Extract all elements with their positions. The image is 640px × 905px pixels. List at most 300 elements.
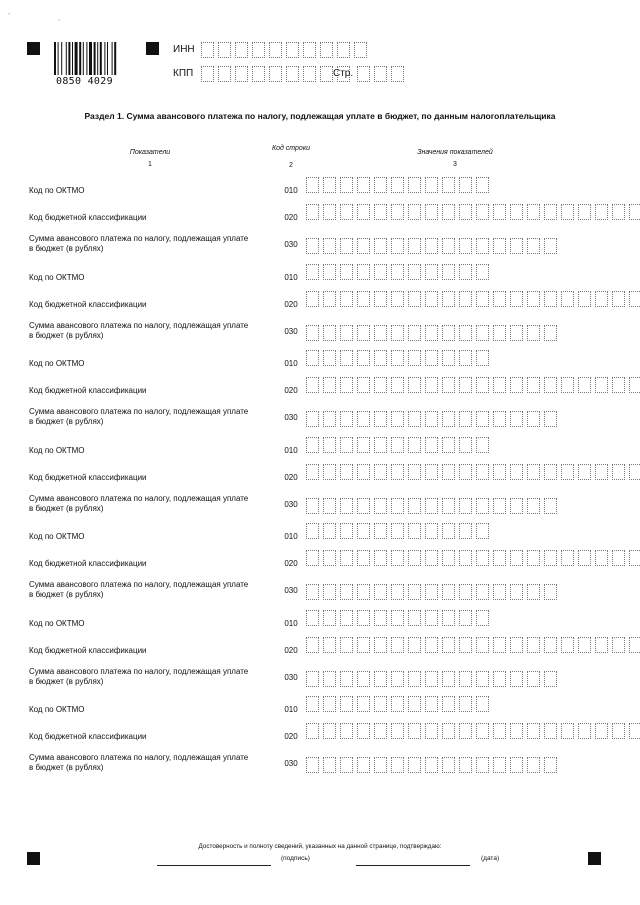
char-cell[interactable] xyxy=(286,42,299,58)
char-cell[interactable] xyxy=(323,411,336,427)
char-cell[interactable] xyxy=(544,464,557,480)
char-cell[interactable] xyxy=(493,550,506,566)
char-cell[interactable] xyxy=(578,550,591,566)
char-cell[interactable] xyxy=(493,671,506,687)
char-cell[interactable] xyxy=(595,377,608,393)
char-cell[interactable] xyxy=(544,550,557,566)
sum-input[interactable] xyxy=(306,671,561,687)
char-cell[interactable] xyxy=(612,291,625,307)
sum-input[interactable] xyxy=(306,498,561,514)
char-cell[interactable] xyxy=(510,464,523,480)
char-cell[interactable] xyxy=(425,523,438,539)
char-cell[interactable] xyxy=(306,637,319,653)
char-cell[interactable] xyxy=(476,523,489,539)
char-cell[interactable] xyxy=(425,696,438,712)
char-cell[interactable] xyxy=(408,350,421,366)
char-cell[interactable] xyxy=(527,325,540,341)
char-cell[interactable] xyxy=(527,498,540,514)
char-cell[interactable] xyxy=(476,757,489,773)
char-cell[interactable] xyxy=(442,437,455,453)
char-cell[interactable] xyxy=(459,498,472,514)
char-cell[interactable] xyxy=(425,204,438,220)
char-cell[interactable] xyxy=(235,42,248,58)
char-cell[interactable] xyxy=(493,723,506,739)
char-cell[interactable] xyxy=(459,757,472,773)
char-cell[interactable] xyxy=(459,350,472,366)
char-cell[interactable] xyxy=(544,377,557,393)
char-cell[interactable] xyxy=(476,498,489,514)
char-cell[interactable] xyxy=(425,610,438,626)
char-cell[interactable] xyxy=(323,523,336,539)
char-cell[interactable] xyxy=(527,411,540,427)
char-cell[interactable] xyxy=(408,757,421,773)
char-cell[interactable] xyxy=(337,42,350,58)
char-cell[interactable] xyxy=(391,498,404,514)
char-cell[interactable] xyxy=(442,411,455,427)
date-line[interactable] xyxy=(356,865,470,866)
char-cell[interactable] xyxy=(320,42,333,58)
char-cell[interactable] xyxy=(408,723,421,739)
char-cell[interactable] xyxy=(442,610,455,626)
char-cell[interactable] xyxy=(459,177,472,193)
char-cell[interactable] xyxy=(340,325,353,341)
char-cell[interactable] xyxy=(357,264,370,280)
kbk-input[interactable] xyxy=(306,377,640,393)
char-cell[interactable] xyxy=(442,671,455,687)
char-cell[interactable] xyxy=(357,610,370,626)
char-cell[interactable] xyxy=(544,671,557,687)
char-cell[interactable] xyxy=(442,498,455,514)
char-cell[interactable] xyxy=(306,757,319,773)
char-cell[interactable] xyxy=(323,437,336,453)
char-cell[interactable] xyxy=(544,637,557,653)
char-cell[interactable] xyxy=(510,291,523,307)
char-cell[interactable] xyxy=(374,723,387,739)
char-cell[interactable] xyxy=(544,325,557,341)
sum-input[interactable] xyxy=(306,238,561,254)
char-cell[interactable] xyxy=(320,66,333,82)
char-cell[interactable] xyxy=(323,325,336,341)
char-cell[interactable] xyxy=(578,464,591,480)
char-cell[interactable] xyxy=(391,757,404,773)
char-cell[interactable] xyxy=(527,671,540,687)
char-cell[interactable] xyxy=(612,204,625,220)
char-cell[interactable] xyxy=(340,377,353,393)
kbk-input[interactable] xyxy=(306,291,640,307)
char-cell[interactable] xyxy=(391,377,404,393)
char-cell[interactable] xyxy=(306,671,319,687)
char-cell[interactable] xyxy=(340,584,353,600)
char-cell[interactable] xyxy=(527,238,540,254)
char-cell[interactable] xyxy=(493,377,506,393)
char-cell[interactable] xyxy=(391,177,404,193)
char-cell[interactable] xyxy=(544,723,557,739)
char-cell[interactable] xyxy=(493,238,506,254)
char-cell[interactable] xyxy=(425,350,438,366)
char-cell[interactable] xyxy=(306,291,319,307)
kbk-input[interactable] xyxy=(306,637,640,653)
char-cell[interactable] xyxy=(374,177,387,193)
char-cell[interactable] xyxy=(306,464,319,480)
char-cell[interactable] xyxy=(323,671,336,687)
char-cell[interactable] xyxy=(306,723,319,739)
char-cell[interactable] xyxy=(425,238,438,254)
char-cell[interactable] xyxy=(340,177,353,193)
kbk-input[interactable] xyxy=(306,723,640,739)
char-cell[interactable] xyxy=(357,671,370,687)
char-cell[interactable] xyxy=(442,377,455,393)
char-cell[interactable] xyxy=(340,723,353,739)
char-cell[interactable] xyxy=(323,291,336,307)
char-cell[interactable] xyxy=(527,584,540,600)
char-cell[interactable] xyxy=(408,325,421,341)
char-cell[interactable] xyxy=(527,757,540,773)
char-cell[interactable] xyxy=(357,204,370,220)
oktmo-input[interactable] xyxy=(306,264,493,280)
char-cell[interactable] xyxy=(408,464,421,480)
char-cell[interactable] xyxy=(595,637,608,653)
char-cell[interactable] xyxy=(493,325,506,341)
char-cell[interactable] xyxy=(340,411,353,427)
char-cell[interactable] xyxy=(408,204,421,220)
char-cell[interactable] xyxy=(510,637,523,653)
char-cell[interactable] xyxy=(459,637,472,653)
char-cell[interactable] xyxy=(459,550,472,566)
char-cell[interactable] xyxy=(354,42,367,58)
char-cell[interactable] xyxy=(306,550,319,566)
kbk-input[interactable] xyxy=(306,550,640,566)
char-cell[interactable] xyxy=(340,238,353,254)
char-cell[interactable] xyxy=(595,550,608,566)
char-cell[interactable] xyxy=(578,723,591,739)
char-cell[interactable] xyxy=(425,723,438,739)
char-cell[interactable] xyxy=(578,637,591,653)
char-cell[interactable] xyxy=(374,325,387,341)
char-cell[interactable] xyxy=(269,66,282,82)
char-cell[interactable] xyxy=(425,498,438,514)
char-cell[interactable] xyxy=(527,204,540,220)
char-cell[interactable] xyxy=(612,464,625,480)
char-cell[interactable] xyxy=(476,584,489,600)
char-cell[interactable] xyxy=(425,264,438,280)
char-cell[interactable] xyxy=(578,377,591,393)
char-cell[interactable] xyxy=(374,66,387,82)
char-cell[interactable] xyxy=(323,238,336,254)
char-cell[interactable] xyxy=(578,291,591,307)
char-cell[interactable] xyxy=(493,637,506,653)
char-cell[interactable] xyxy=(459,723,472,739)
char-cell[interactable] xyxy=(323,610,336,626)
char-cell[interactable] xyxy=(459,264,472,280)
char-cell[interactable] xyxy=(340,437,353,453)
char-cell[interactable] xyxy=(391,464,404,480)
char-cell[interactable] xyxy=(306,177,319,193)
char-cell[interactable] xyxy=(340,757,353,773)
char-cell[interactable] xyxy=(459,696,472,712)
char-cell[interactable] xyxy=(459,291,472,307)
char-cell[interactable] xyxy=(544,204,557,220)
char-cell[interactable] xyxy=(357,325,370,341)
char-cell[interactable] xyxy=(527,291,540,307)
char-cell[interactable] xyxy=(476,671,489,687)
char-cell[interactable] xyxy=(595,204,608,220)
char-cell[interactable] xyxy=(544,498,557,514)
char-cell[interactable] xyxy=(612,550,625,566)
char-cell[interactable] xyxy=(476,550,489,566)
char-cell[interactable] xyxy=(476,464,489,480)
oktmo-input[interactable] xyxy=(306,437,493,453)
char-cell[interactable] xyxy=(340,204,353,220)
char-cell[interactable] xyxy=(595,291,608,307)
char-cell[interactable] xyxy=(425,637,438,653)
char-cell[interactable] xyxy=(493,464,506,480)
char-cell[interactable] xyxy=(510,498,523,514)
char-cell[interactable] xyxy=(374,610,387,626)
char-cell[interactable] xyxy=(459,523,472,539)
char-cell[interactable] xyxy=(391,637,404,653)
char-cell[interactable] xyxy=(425,757,438,773)
char-cell[interactable] xyxy=(306,238,319,254)
char-cell[interactable] xyxy=(306,498,319,514)
char-cell[interactable] xyxy=(544,291,557,307)
char-cell[interactable] xyxy=(306,411,319,427)
char-cell[interactable] xyxy=(391,610,404,626)
char-cell[interactable] xyxy=(442,757,455,773)
char-cell[interactable] xyxy=(323,757,336,773)
char-cell[interactable] xyxy=(476,411,489,427)
char-cell[interactable] xyxy=(408,377,421,393)
char-cell[interactable] xyxy=(629,377,640,393)
char-cell[interactable] xyxy=(459,325,472,341)
char-cell[interactable] xyxy=(374,264,387,280)
char-cell[interactable] xyxy=(442,238,455,254)
char-cell[interactable] xyxy=(527,550,540,566)
char-cell[interactable] xyxy=(408,498,421,514)
char-cell[interactable] xyxy=(459,464,472,480)
char-cell[interactable] xyxy=(218,66,231,82)
char-cell[interactable] xyxy=(459,238,472,254)
char-cell[interactable] xyxy=(629,550,640,566)
char-cell[interactable] xyxy=(442,550,455,566)
oktmo-input[interactable] xyxy=(306,177,493,193)
char-cell[interactable] xyxy=(510,377,523,393)
char-cell[interactable] xyxy=(442,696,455,712)
char-cell[interactable] xyxy=(391,696,404,712)
char-cell[interactable] xyxy=(340,671,353,687)
char-cell[interactable] xyxy=(561,377,574,393)
char-cell[interactable] xyxy=(323,204,336,220)
page-number-input[interactable] xyxy=(357,66,408,82)
char-cell[interactable] xyxy=(323,377,336,393)
char-cell[interactable] xyxy=(391,350,404,366)
char-cell[interactable] xyxy=(340,523,353,539)
char-cell[interactable] xyxy=(303,42,316,58)
char-cell[interactable] xyxy=(306,584,319,600)
char-cell[interactable] xyxy=(510,757,523,773)
char-cell[interactable] xyxy=(493,498,506,514)
oktmo-input[interactable] xyxy=(306,696,493,712)
char-cell[interactable] xyxy=(306,523,319,539)
char-cell[interactable] xyxy=(357,238,370,254)
char-cell[interactable] xyxy=(408,671,421,687)
char-cell[interactable] xyxy=(357,66,370,82)
char-cell[interactable] xyxy=(510,550,523,566)
char-cell[interactable] xyxy=(476,437,489,453)
char-cell[interactable] xyxy=(357,584,370,600)
char-cell[interactable] xyxy=(476,177,489,193)
char-cell[interactable] xyxy=(425,437,438,453)
char-cell[interactable] xyxy=(374,584,387,600)
char-cell[interactable] xyxy=(459,584,472,600)
char-cell[interactable] xyxy=(357,696,370,712)
char-cell[interactable] xyxy=(442,291,455,307)
char-cell[interactable] xyxy=(612,377,625,393)
char-cell[interactable] xyxy=(323,464,336,480)
char-cell[interactable] xyxy=(527,377,540,393)
char-cell[interactable] xyxy=(493,584,506,600)
char-cell[interactable] xyxy=(201,66,214,82)
char-cell[interactable] xyxy=(252,42,265,58)
char-cell[interactable] xyxy=(391,204,404,220)
char-cell[interactable] xyxy=(408,523,421,539)
oktmo-input[interactable] xyxy=(306,523,493,539)
char-cell[interactable] xyxy=(357,411,370,427)
char-cell[interactable] xyxy=(306,610,319,626)
char-cell[interactable] xyxy=(323,350,336,366)
char-cell[interactable] xyxy=(527,637,540,653)
char-cell[interactable] xyxy=(629,464,640,480)
char-cell[interactable] xyxy=(408,177,421,193)
char-cell[interactable] xyxy=(374,204,387,220)
char-cell[interactable] xyxy=(357,177,370,193)
char-cell[interactable] xyxy=(357,523,370,539)
char-cell[interactable] xyxy=(408,238,421,254)
char-cell[interactable] xyxy=(286,66,299,82)
char-cell[interactable] xyxy=(340,498,353,514)
char-cell[interactable] xyxy=(306,437,319,453)
char-cell[interactable] xyxy=(561,550,574,566)
char-cell[interactable] xyxy=(442,523,455,539)
char-cell[interactable] xyxy=(340,350,353,366)
char-cell[interactable] xyxy=(391,584,404,600)
char-cell[interactable] xyxy=(425,464,438,480)
char-cell[interactable] xyxy=(544,757,557,773)
char-cell[interactable] xyxy=(510,411,523,427)
char-cell[interactable] xyxy=(269,42,282,58)
char-cell[interactable] xyxy=(442,177,455,193)
char-cell[interactable] xyxy=(561,637,574,653)
char-cell[interactable] xyxy=(476,377,489,393)
oktmo-input[interactable] xyxy=(306,610,493,626)
inn-input[interactable] xyxy=(201,42,371,58)
char-cell[interactable] xyxy=(374,350,387,366)
char-cell[interactable] xyxy=(323,264,336,280)
char-cell[interactable] xyxy=(357,637,370,653)
char-cell[interactable] xyxy=(374,671,387,687)
char-cell[interactable] xyxy=(425,411,438,427)
char-cell[interactable] xyxy=(442,325,455,341)
char-cell[interactable] xyxy=(527,723,540,739)
char-cell[interactable] xyxy=(340,610,353,626)
char-cell[interactable] xyxy=(391,550,404,566)
char-cell[interactable] xyxy=(374,437,387,453)
char-cell[interactable] xyxy=(306,350,319,366)
char-cell[interactable] xyxy=(340,264,353,280)
char-cell[interactable] xyxy=(408,584,421,600)
char-cell[interactable] xyxy=(323,723,336,739)
char-cell[interactable] xyxy=(476,264,489,280)
char-cell[interactable] xyxy=(374,757,387,773)
char-cell[interactable] xyxy=(459,204,472,220)
char-cell[interactable] xyxy=(408,264,421,280)
char-cell[interactable] xyxy=(408,550,421,566)
char-cell[interactable] xyxy=(510,238,523,254)
char-cell[interactable] xyxy=(408,291,421,307)
oktmo-input[interactable] xyxy=(306,350,493,366)
char-cell[interactable] xyxy=(476,238,489,254)
char-cell[interactable] xyxy=(340,696,353,712)
char-cell[interactable] xyxy=(374,238,387,254)
char-cell[interactable] xyxy=(323,584,336,600)
char-cell[interactable] xyxy=(425,671,438,687)
char-cell[interactable] xyxy=(391,66,404,82)
char-cell[interactable] xyxy=(561,204,574,220)
signature-line[interactable] xyxy=(157,865,271,866)
char-cell[interactable] xyxy=(408,437,421,453)
char-cell[interactable] xyxy=(374,291,387,307)
char-cell[interactable] xyxy=(612,637,625,653)
char-cell[interactable] xyxy=(459,377,472,393)
char-cell[interactable] xyxy=(391,264,404,280)
char-cell[interactable] xyxy=(459,610,472,626)
sum-input[interactable] xyxy=(306,584,561,600)
char-cell[interactable] xyxy=(408,411,421,427)
char-cell[interactable] xyxy=(323,177,336,193)
char-cell[interactable] xyxy=(391,437,404,453)
char-cell[interactable] xyxy=(235,66,248,82)
char-cell[interactable] xyxy=(459,437,472,453)
char-cell[interactable] xyxy=(561,291,574,307)
char-cell[interactable] xyxy=(561,723,574,739)
char-cell[interactable] xyxy=(476,723,489,739)
char-cell[interactable] xyxy=(629,204,640,220)
char-cell[interactable] xyxy=(306,264,319,280)
char-cell[interactable] xyxy=(306,696,319,712)
char-cell[interactable] xyxy=(408,637,421,653)
char-cell[interactable] xyxy=(476,291,489,307)
char-cell[interactable] xyxy=(476,610,489,626)
char-cell[interactable] xyxy=(442,264,455,280)
kpp-input[interactable] xyxy=(201,66,354,82)
char-cell[interactable] xyxy=(408,610,421,626)
char-cell[interactable] xyxy=(425,325,438,341)
char-cell[interactable] xyxy=(459,671,472,687)
char-cell[interactable] xyxy=(612,723,625,739)
char-cell[interactable] xyxy=(442,464,455,480)
char-cell[interactable] xyxy=(544,238,557,254)
char-cell[interactable] xyxy=(459,411,472,427)
char-cell[interactable] xyxy=(374,523,387,539)
kbk-input[interactable] xyxy=(306,464,640,480)
char-cell[interactable] xyxy=(442,204,455,220)
char-cell[interactable] xyxy=(391,523,404,539)
char-cell[interactable] xyxy=(442,584,455,600)
char-cell[interactable] xyxy=(391,238,404,254)
char-cell[interactable] xyxy=(340,291,353,307)
char-cell[interactable] xyxy=(306,377,319,393)
char-cell[interactable] xyxy=(629,291,640,307)
char-cell[interactable] xyxy=(374,498,387,514)
